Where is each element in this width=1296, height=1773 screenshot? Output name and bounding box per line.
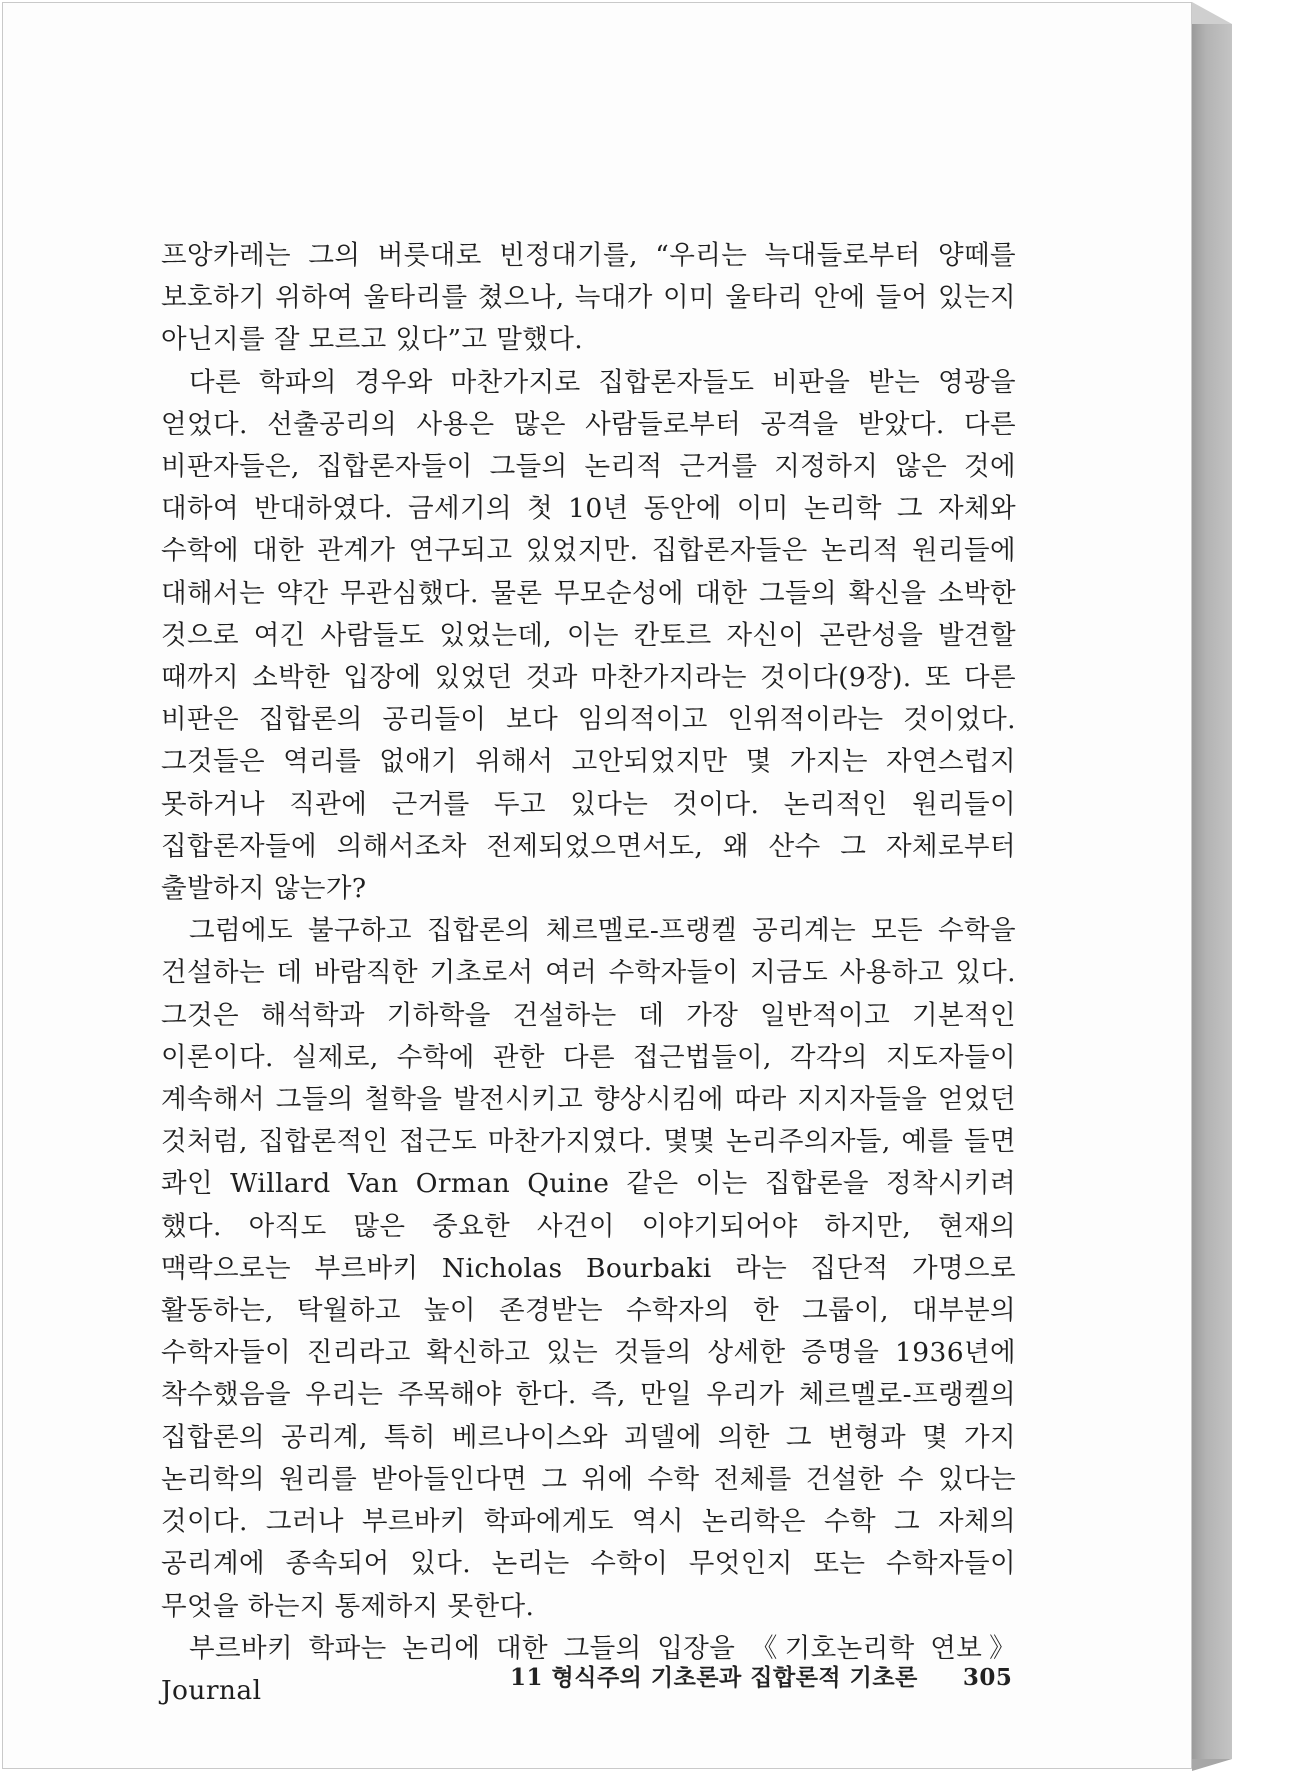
body-text <box>161 235 1016 1712</box>
page-number: 305 <box>962 1664 1013 1691</box>
page-edge-top <box>1192 2 1232 24</box>
book-page <box>2 2 1192 1769</box>
running-head: 11 형식주의 기초론과 집합론적 기초론 <box>510 1664 918 1691</box>
page-stack-edge <box>1192 24 1232 1759</box>
paragraph-4: 부르바키 학파는 논리에 대한 그들의 입장을 《기호논리학 연보》 Journal <box>161 1632 1016 1706</box>
paragraph-1: 프앙카레는 그의 버릇대로 빈정대기를, “우리는 늑대들로부터 양떼를 보호하기 위하여 울타리를 쳤으나, 늑대가 이미 울타리 안에 들어 있는지 아닌지를 잘 모르고 있다”고 말했다. <box>161 240 1016 356</box>
page-edge-bottom <box>1192 1759 1232 1771</box>
running-footer <box>510 1659 1012 1692</box>
paragraph-3: 그럼에도 불구하고 집합론의 체르멜로-프랭켈 공리계는 모든 수학을 건설하는 데 바람직한 기초로서 여러 수학자들이 지금도 사용하고 있다. 그것은 해석학과 기하학을 건설하는 데 가장 일반적이고 기본적인 이론이다. 실제로, 수학에 관한 다른 접근법들이, 각각의 지도자들이 계속해서 그들의 철학을 발전시키고 향상시킴에 따라 지지자들을 얻었던 것처럼, 집합론적인 접근도 마찬가지였다. 몇몇 논리주의자들, 예를 들면 콰인 Willard Van Orman Quine 같은 이는 집합론을 정착시키려 했다. 아직도 많은 중요한 사건이 이야기되어야 하지만, 현재의 맥락으로는 부르바키 Nicholas Bourbaki 라는 집단적 가명으로 활동하는, 탁월하고 높이 존경받는 수학자의 한 그룹이, 대부분의 수학자들이 진리라고 확신하고 있는 것들의 상세한 증명을 1936년에 착수했음을 우리는 주목해야 한다. 즉, 만일 우리가 체르멜로-프랭켈의 집합론의 공리계, 특히 베르나이스와 괴델에 의한 그 변형과 몇 가지 논리학의 원리를 받아들인다면 그 위에 수학 전체를 건설한 수 있다는 것이다. 그러나 부르바키 학파에게도 역시 논리학은 수학 그 자체의 공리계에 종속되어 있다. 논리는 수학이 무엇인지 또는 수학자들이 무엇을 하는지 통제하지 못한다. <box>161 915 1016 1622</box>
paragraph-2: 다른 학파의 경우와 마찬가지로 집합론자들도 비판을 받는 영광을 얻었다. 선출공리의 사용은 많은 사람들로부터 공격을 받았다. 다른 비판자들은, 집합론자들이 그들의 논리적 근거를 지정하지 않은 것에 대하여 반대하였다. 금세기의 첫 10년 동안에 이미 논리학 그 자체와 수학에 대한 관계가 연구되고 있었지만. 집합론자들은 논리적 원리들에 대해서는 약간 무관심했다. 물론 무모순성에 대한 그들의 확신을 소박한 것으로 여긴 사람들도 있었는데, 이는 칸토르 자신이 곤란성을 발견할 때까지 소박한 입장에 있었던 것과 마찬가지라는 것이다(9장). 또 다른 비판은 집합론의 공리들이 보다 임의적이고 인위적이라는 것이었다. 그것들은 역리를 없애기 위해서 고안되었지만 몇 가지는 자연스럽지 못하거나 직관에 근거를 두고 있다는 것이다. 논리적인 원리들이 집합론자들에 의해서조차 전제되었으면서도, 왜 산수 그 자체로부터 출발하지 않는가? <box>161 366 1016 905</box>
